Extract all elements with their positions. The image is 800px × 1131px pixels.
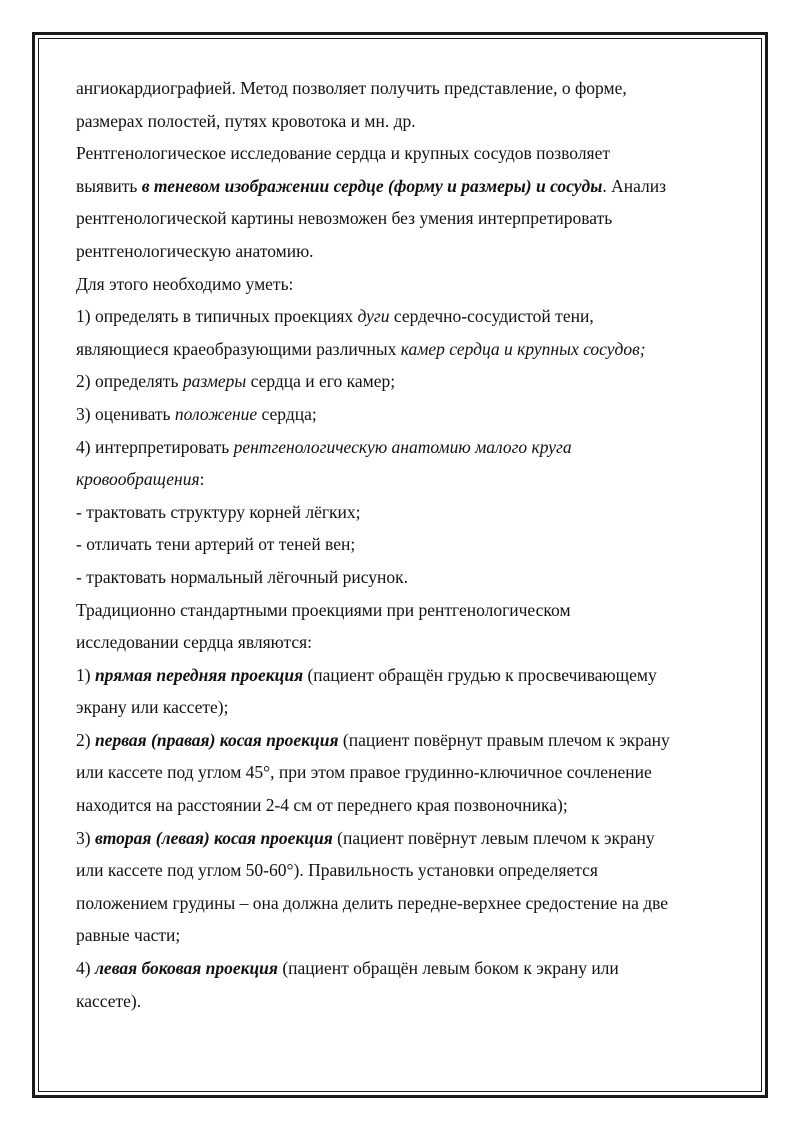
text-segment: - отличать тени артерий от теней вен; [76, 534, 356, 555]
text-segment: (пациент повёрнут левым плечом к экрану [332, 827, 655, 848]
document-body [76, 72, 726, 1017]
text-line [76, 919, 726, 952]
text-line [76, 463, 726, 496]
text-segment: сердца; [257, 403, 317, 424]
text-segment: кассете). [76, 990, 142, 1011]
text-segment: (пациент обращён грудью к просвечивающему [303, 664, 657, 685]
text-segment: : [199, 469, 205, 490]
text-segment: . Анализ [602, 175, 667, 196]
text-segment: (пациент повёрнут правым плечом к экрану [338, 729, 670, 750]
text-segment: рентгенологической картины невозможен без умения интерпретировать [76, 208, 613, 229]
text-segment: являющиеся краеобразующими различных [76, 338, 401, 359]
text-segment: Рентгенологическое исследование сердца и крупных сосудов позволяет [76, 143, 611, 164]
text-line [76, 594, 726, 627]
text-segment: 4) [76, 958, 95, 979]
text-segment: 4) интерпретировать [76, 436, 234, 457]
text-line [76, 887, 726, 920]
text-line [76, 137, 726, 170]
italic-term: кровообращения [76, 469, 200, 490]
text-line [76, 170, 726, 203]
text-segment: - трактовать нормальный лёгочный рисунок. [76, 566, 409, 587]
text-line [76, 756, 726, 789]
text-segment: выявить [76, 175, 142, 196]
text-segment: Традиционно стандартными проекциями при рентгенологическом [76, 599, 571, 620]
text-segment: 3) оценивать [76, 403, 175, 424]
text-segment: находится на расстоянии 2-4 см от переднего края позвоночника); [76, 795, 568, 816]
text-line [76, 365, 726, 398]
text-line [76, 496, 726, 529]
text-line [76, 300, 726, 333]
bold-italic-term: в теневом изображении сердце (форму и размеры) и сосуды [141, 175, 603, 196]
bold-italic-term: первая (правая) косая проекция [94, 729, 339, 750]
text-line [76, 626, 726, 659]
italic-term: размеры [182, 371, 247, 392]
text-line [76, 528, 726, 561]
bold-italic-term: вторая (левая) косая проекция [94, 827, 333, 848]
text-line [76, 854, 726, 887]
text-segment: сердца и его камер; [246, 371, 396, 392]
italic-term: положение [174, 403, 258, 424]
text-segment: размерах полостей, путях кровотока и мн. др. [76, 110, 416, 131]
text-line [76, 724, 726, 757]
text-segment: 2) определять [76, 371, 183, 392]
text-line [76, 952, 726, 985]
text-line [76, 822, 726, 855]
text-line [76, 561, 726, 594]
text-segment: - трактовать структуру корней лёгких; [76, 501, 361, 522]
text-segment: исследовании сердца являются: [76, 632, 313, 653]
bold-italic-term: прямая передняя проекция [94, 664, 304, 685]
text-segment: 1) [76, 664, 95, 685]
text-line [76, 985, 726, 1018]
text-line [76, 72, 726, 105]
text-segment: 1) определять в типичных проекциях [76, 306, 358, 327]
text-segment: положением грудины – она должна делить передне-верхнее средостение на две [76, 892, 669, 913]
bold-italic-term: левая боковая проекция [94, 958, 278, 979]
text-line [76, 268, 726, 301]
text-line [76, 659, 726, 692]
text-line [76, 431, 726, 464]
text-line [76, 398, 726, 431]
text-segment: 2) [76, 729, 95, 750]
text-segment: 3) [76, 827, 95, 848]
text-line [76, 333, 726, 366]
text-line [76, 691, 726, 724]
text-line [76, 789, 726, 822]
text-segment: ангиокардиографией. Метод позволяет получить представление, о форме, [76, 78, 627, 98]
text-segment: сердечно-сосудистой тени, [389, 306, 594, 327]
italic-term: камер сердца и крупных сосудов; [400, 338, 646, 359]
italic-term: дуги [357, 306, 390, 327]
text-segment: (пациент обращён левым боком к экрану или [277, 958, 619, 979]
text-segment: или кассете под углом 45°, при этом правое грудинно-ключичное сочленение [76, 762, 652, 783]
italic-term: рентгенологическую анатомию малого круга [233, 436, 572, 457]
text-line [76, 235, 726, 268]
text-segment: или кассете под углом 50-60°). Правильность установки определяется [76, 860, 598, 881]
text-segment: Для этого необходимо уметь: [76, 273, 294, 294]
text-segment: равные части; [76, 925, 181, 946]
text-line [76, 202, 726, 235]
text-line [76, 105, 726, 138]
text-segment: экрану или кассете); [76, 697, 229, 718]
text-segment: рентгенологическую анатомию. [76, 240, 314, 261]
